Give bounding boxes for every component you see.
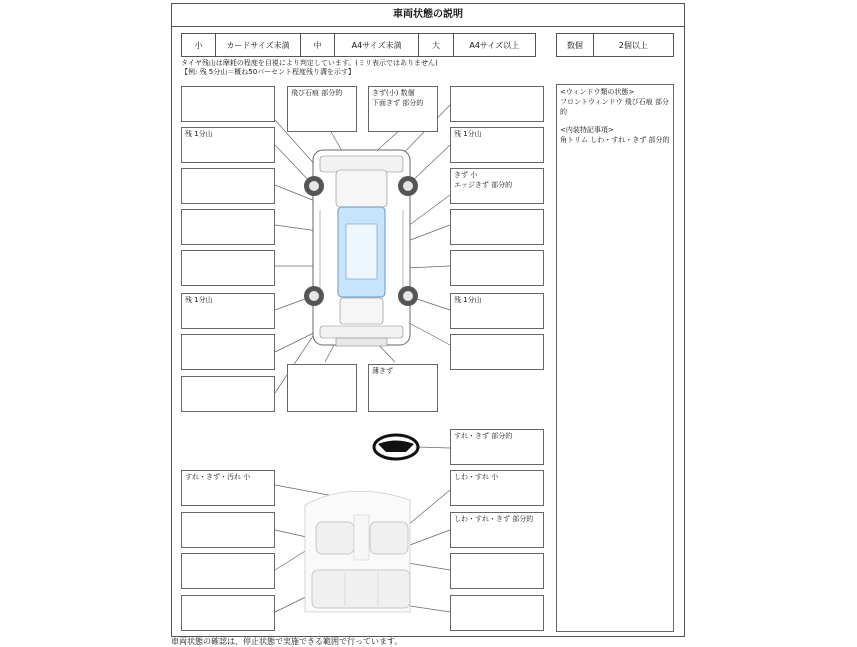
top-center-box-2-line2: 下面きず 部分的 — [372, 99, 424, 107]
tire-rear-right-box — [450, 293, 544, 329]
size-medium-desc: A4サイズ未満 — [335, 34, 419, 56]
tire-rear-left-icon — [304, 286, 324, 306]
top-center-box-2-line1: きず(小) 数個 — [372, 89, 415, 97]
size-small-key: 小 — [182, 34, 216, 56]
interior-left-box-2 — [181, 512, 275, 548]
bottom-center-box-1 — [287, 364, 357, 412]
steering-wheel-icon — [374, 435, 418, 459]
tire-front-left-text: 残 1分山 — [185, 130, 213, 138]
left-box-1 — [181, 86, 275, 122]
window-section-text: フロントウィンドウ 飛び石痕 部分的 — [560, 98, 670, 116]
page-title: 車両状態の説明 — [171, 3, 685, 27]
tire-rear-right-text: 残 1分山 — [454, 296, 482, 304]
car-interior-view — [305, 491, 410, 612]
car-top-view — [313, 150, 410, 346]
tire-front-right-icon — [398, 176, 418, 196]
right-box-1 — [450, 86, 544, 122]
window-section-header: <ウィンドウ類の状態> — [560, 88, 635, 96]
interior-left-box-4 — [181, 595, 275, 631]
tire-front-left-box — [181, 127, 275, 163]
steering-box — [450, 429, 544, 465]
interior-right-box-1-text: しわ・すれ 小 — [454, 473, 499, 481]
interior-right-box-1 — [450, 470, 544, 506]
tire-note: タイヤ残山は摩耗の程度を目視により判定しています。(ミリ表示ではありません) — [181, 59, 438, 67]
bottom-center-box-2-text: 薄きず — [372, 367, 393, 375]
interior-right-box-2 — [450, 512, 544, 548]
right-box-5 — [450, 250, 544, 286]
interior-right-box-4 — [450, 595, 544, 631]
quantity-value: 2個以上 — [618, 40, 648, 50]
left-box-7 — [181, 334, 275, 370]
tire-rear-left-box — [181, 293, 275, 329]
left-box-5 — [181, 250, 275, 286]
interior-left-box-3 — [181, 553, 275, 589]
tire-rear-right-icon — [398, 286, 418, 306]
top-center-box-1-text: 飛び石痕 部分的 — [291, 89, 343, 97]
size-large-desc: A4サイズ以上 — [469, 40, 520, 50]
size-large-key: 大 — [419, 34, 453, 56]
interior-section-header: <内装特記事項> — [560, 126, 614, 134]
tire-example-note: 【例: 残 5分山＝概ね50パーセント程度残り溝を示す】 — [181, 68, 356, 76]
steering-box-text: すれ・きず 部分的 — [454, 432, 513, 440]
tire-front-right-box — [450, 127, 544, 163]
tire-front-left-icon — [304, 176, 324, 196]
right-side-box-1 — [450, 168, 544, 204]
right-box-7 — [450, 334, 544, 370]
left-box-4 — [181, 209, 275, 245]
interior-left-box-1 — [181, 470, 275, 506]
right-box-4 — [450, 209, 544, 245]
top-center-box-1 — [287, 86, 357, 132]
tire-rear-left-text: 残 1分山 — [185, 296, 213, 304]
right-side-box-1-line2: エッジきず 部分的 — [454, 181, 513, 189]
top-center-box-2 — [368, 86, 438, 132]
left-box-8 — [181, 376, 275, 412]
interior-right-box-2-text: しわ・すれ・きず 部分的 — [454, 515, 534, 523]
tire-front-right-text: 残 1分山 — [454, 130, 482, 138]
size-medium-key: 中 — [301, 34, 335, 56]
footer-note: 車両状態の確認は、停止状態で実施できる範囲で行っています。 — [171, 637, 403, 646]
left-box-3 — [181, 168, 275, 204]
interior-left-box-1-text: すれ・きず・汚れ 小 — [185, 473, 251, 481]
right-side-box-1-line1: きず 小 — [454, 171, 478, 179]
size-small-desc: カードサイズ未満 — [216, 34, 300, 56]
interior-section-text: 角トリム しわ・すれ・きず 部分的 — [560, 136, 670, 144]
bottom-center-box-2 — [368, 364, 438, 412]
interior-right-box-3 — [450, 553, 544, 589]
quantity-label: 数個 — [557, 34, 594, 56]
